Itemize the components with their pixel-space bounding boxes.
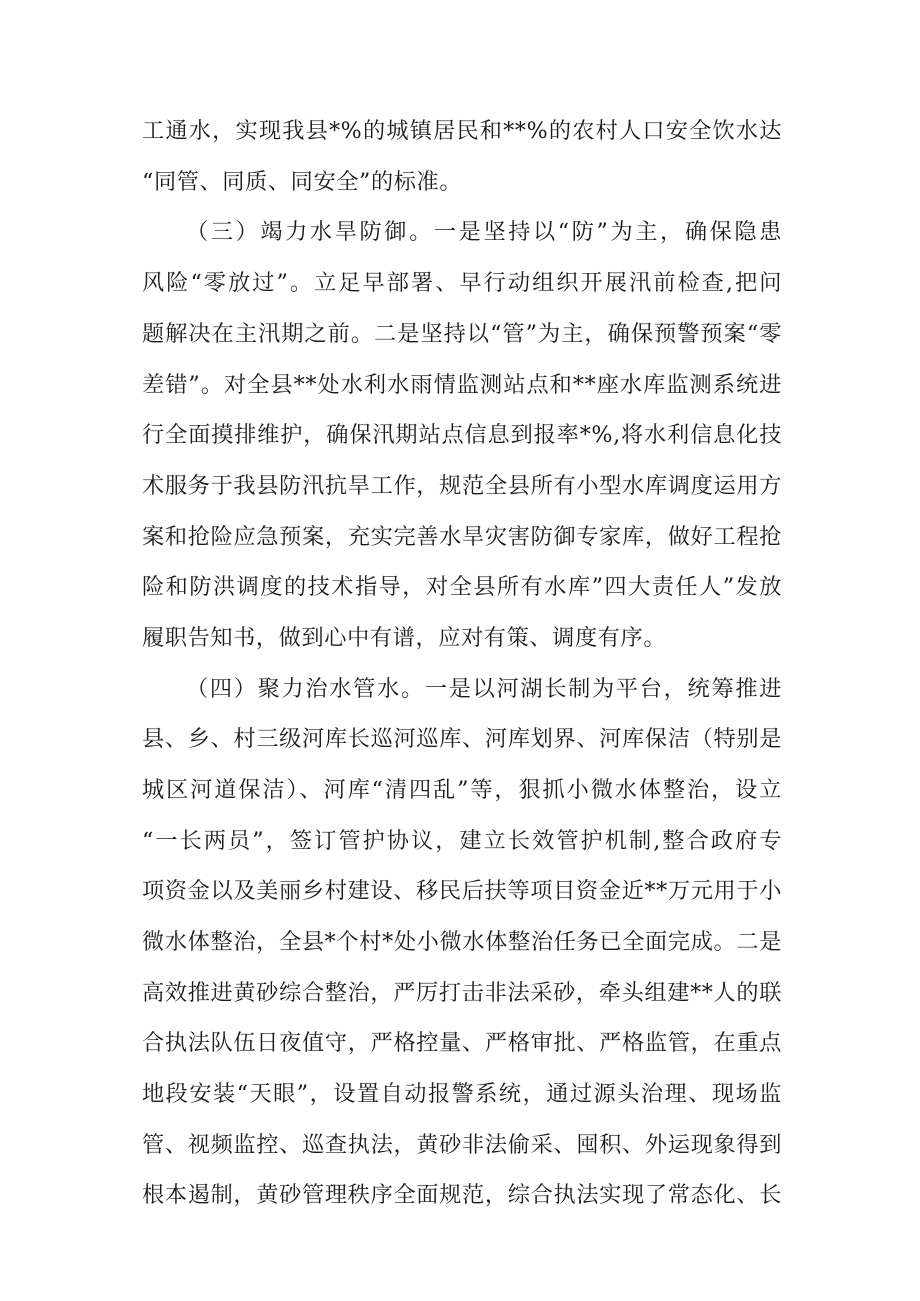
text-line: 行全面摸排维护，确保汛期站点信息到报率*%,将水利信息化技	[142, 422, 782, 448]
text-line: 根本遏制，黄砂管理秩序全面规范，综合执法实现了常态化、长	[142, 1182, 782, 1208]
text-line: 履职告知书，做到心中有谱，应对有策、调度有序。	[142, 625, 667, 651]
text-line: 术服务于我县防汛抗旱工作，规范全县所有小型水库调度运用方	[142, 473, 782, 499]
paragraph-heading-line: （四）聚力治水管水。一是以河湖长制为平台，统筹推进	[186, 676, 782, 702]
text-line: “同管、同质、同安全”的标准。	[142, 169, 463, 195]
text-line: 项资金以及美丽乡村建设、移民后扶等项目资金近**万元用于小	[142, 878, 782, 904]
text-line: 差错”。对全县**处水利水雨情监测站点和**座水库监测系统进	[142, 372, 782, 398]
text-line: 城区河道保洁）、河库“清四乱”等，狠抓小微水体整治，设立	[142, 777, 782, 803]
text-line: 微水体整治，全县*个村*处小微水体整治任务已全面完成。二是	[142, 929, 782, 955]
text-line: 管、视频监控、巡查执法，黄砂非法偷采、囤积、外运现象得到	[142, 1132, 782, 1158]
text-line: 工通水，实现我县*%的城镇居民和**%的农村人口安全饮水达	[142, 118, 782, 144]
paragraph-heading-line: （三）竭力水旱防御。一是坚持以“防”为主，确保隐患	[186, 219, 782, 245]
text-line: 案和抢险应急预案，充实完善水旱灾害防御专家库，做好工程抢	[142, 524, 782, 550]
text-line: “一长两员”，签订管护协议，建立长效管护机制,整合政府专	[142, 828, 782, 854]
text-line: 合执法队伍日夜值守，严格控量、严格审批、严格监管，在重点	[142, 1030, 782, 1056]
text-line: 高效推进黄砂综合整治，严厉打击非法采砂，牵头组建**人的联	[142, 980, 782, 1006]
text-line: 地段安装“天眼”，设置自动报警系统，通过源头治理、现场监	[142, 1081, 782, 1107]
text-line: 险和防洪调度的技术指导，对全县所有水库”四大责任人”发放	[142, 574, 782, 600]
text-line: 县、乡、村三级河库长巡河巡库、河库划界、河库保洁（特别是	[142, 726, 782, 752]
text-line: 题解决在主汛期之前。二是坚持以“管”为主，确保预警预案“零	[142, 321, 782, 347]
text-line: 风险“零放过”。立足早部署、早行动组织开展汛前检查,把问	[142, 270, 782, 296]
